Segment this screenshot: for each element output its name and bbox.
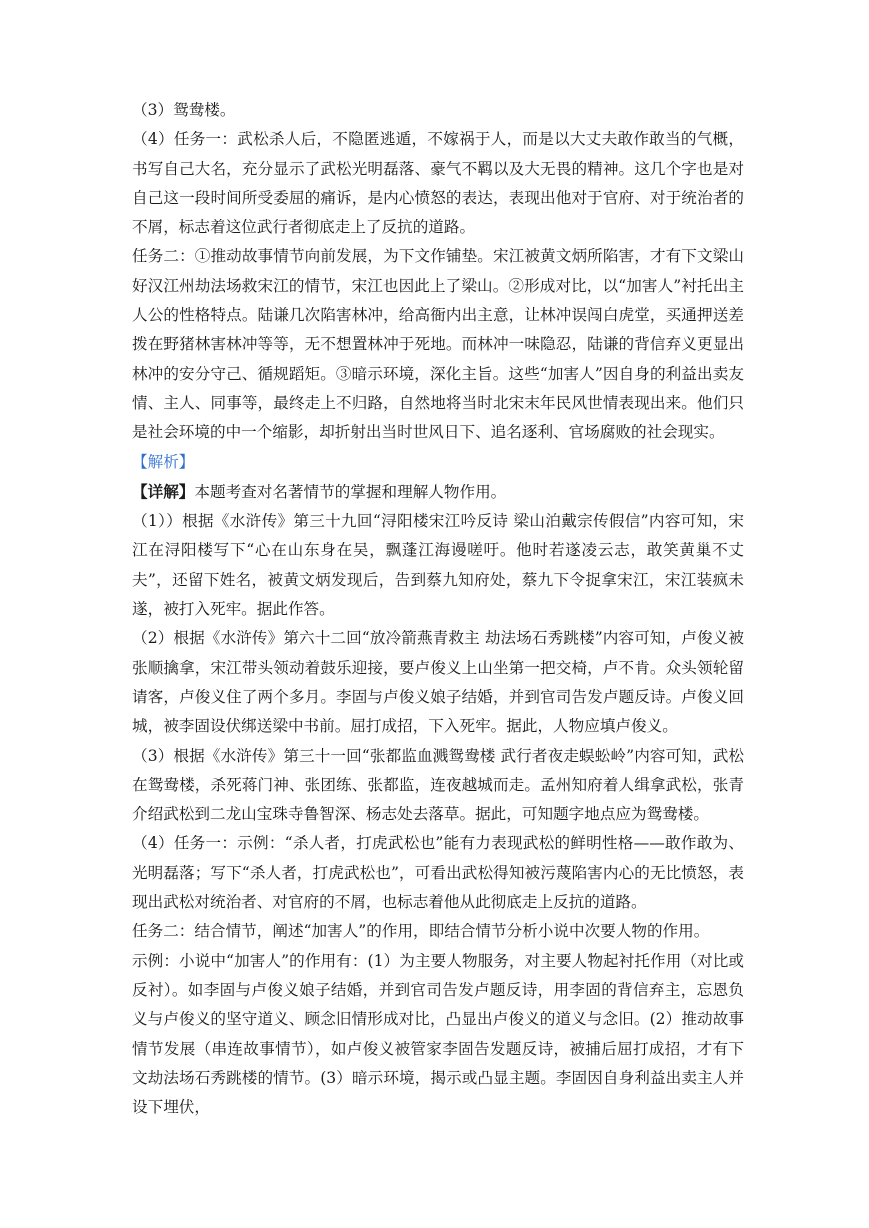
answer-4-task1: （4）任务一：武松杀人后，不隐匿逃遁，不嫁祸于人，而是以大丈夫敢作敢当的气概，书写自己大名，充分显示了武松光明磊落、豪气不羁以及大无畏的精神。这几个字也是对自己这一段时间所受委屈的痛诉，是内心愤怒的表达，表现出他对于官府、对于统治者的不屑，标志着这位武行者彻底走上了反抗的道路。 (132, 130, 744, 237)
answer-4-task2: 任务二：①推动故事情节向前发展，为下文作铺垫。宋江被黄文炳所陷害，才有下文梁山好汉江州劫法场救宋江的情节，宋江也因此上了梁山。②形成对比，以“加害人”衬托出主人公的性格特点。陆谦几次陷害林冲，给高衙内出主意，让林冲误闯白虎堂，买通押送差拨在野猪林害林冲等等，无不想置林冲于死地。而林冲一味隐忍，陆谦的背信弃义更显出林冲的安分守己、循规蹈矩。③暗示环境，深化主旨。这些“加害人”因自身的利益出卖友情、主人、同事等，最终走上不归路，自然地将当时北宋末年民风世情表现出来。他们只是社会环境的中一个缩影，却折射出当时世风日下、追名逐利、官场腐败的社会现实。 (132, 247, 744, 442)
analysis-label: 【解析】 (132, 452, 195, 471)
explain-2: （2）根据《水浒传》第六十二回“放冷箭燕青救主 劫法场石秀跳楼”内容可知，卢俊义被张顺擒拿，宋江带头领动着鼓乐迎接，要卢俊义上山坐第一把交椅，卢不肯。众头领轮留请客，卢俊义住了两个多月。李固与卢俊义娘子结婚，并到官司告发卢题反诗。卢俊义回城，被李固设伏绑送梁中书前。屈打成招，下入死牢。据此，人物应填卢俊义。 (132, 629, 744, 736)
detail-label: 【详解】 (132, 481, 195, 501)
explain-4-task2: 任务二：结合情节，阐述“加害人”的作用，即结合情节分析小说中次要人物的作用。 (132, 922, 710, 941)
document-page (132, 96, 744, 1122)
explain-4-task1: （4）任务一：示例：“杀人者，打虎武松也”能有力表现武松的鲜明性格——敢作敢为、光明磊落；写下“杀人者，打虎武松也”，可看出武松得知被污蔑陷害内心的无比愤怒，表现出武松对统治者、对官府的不屑，也标志着他从此彻底走上反抗的道路。 (132, 834, 744, 912)
detail-text: 本题考查对名著情节的掌握和理解人物作用。 (194, 482, 507, 501)
detail-paragraph (132, 477, 744, 507)
answer-3: （3）鸳鸯楼。 (132, 101, 236, 119)
explain-example: 示例：小说中“加害人”的作用有：(1）为主要人物服务，对主要人物起衬托作用（对比或反衬）。如李固与卢俊义娘子结婚，并到官司告发卢题反诗，用李固的背信弃主，忘恩负义与卢俊义的坚守道义、顾念旧情形成对比，凸显出卢俊义的道义与念旧。(2）推动故事情节发展（串连故事情节），如卢俊义被管家李固告发题反诗，被捕后屈打成招，才有下文劫法场石秀跳楼的情节。(3）暗示环境，揭示或凸显主题。李固因自身利益出卖主人并设下埋伏， (132, 951, 744, 1117)
explain-3: （3）根据《水浒传》第三十一回“张都监血溅鸳鸯楼 武行者夜走蜈蚣岭”内容可知，武松在鸳鸯楼，杀死蒋门神、张团练、张都监，连夜越城而走。孟州知府着人缉拿武松，张青介绍武松到二龙山宝珠寺鲁智深、杨志处去落草。据此，可知题字地点应为鸳鸯楼。 (132, 746, 744, 824)
explain-1: （1））根据《水浒传》第三十九回“浔阳楼宋江吟反诗 梁山泊戴宗传假信”内容可知，宋江在浔阳楼写下“心在山东身在吴，飘蓬江海谩嗟吁。他时若遂凌云志，敢笑黄巢不丈夫”，还留下姓名，被黄文炳发现后，告到蔡九知府处，蔡九下令捉拿宋江，宋江装疯未遂，被打入死牢。据此作答。 (132, 512, 744, 619)
